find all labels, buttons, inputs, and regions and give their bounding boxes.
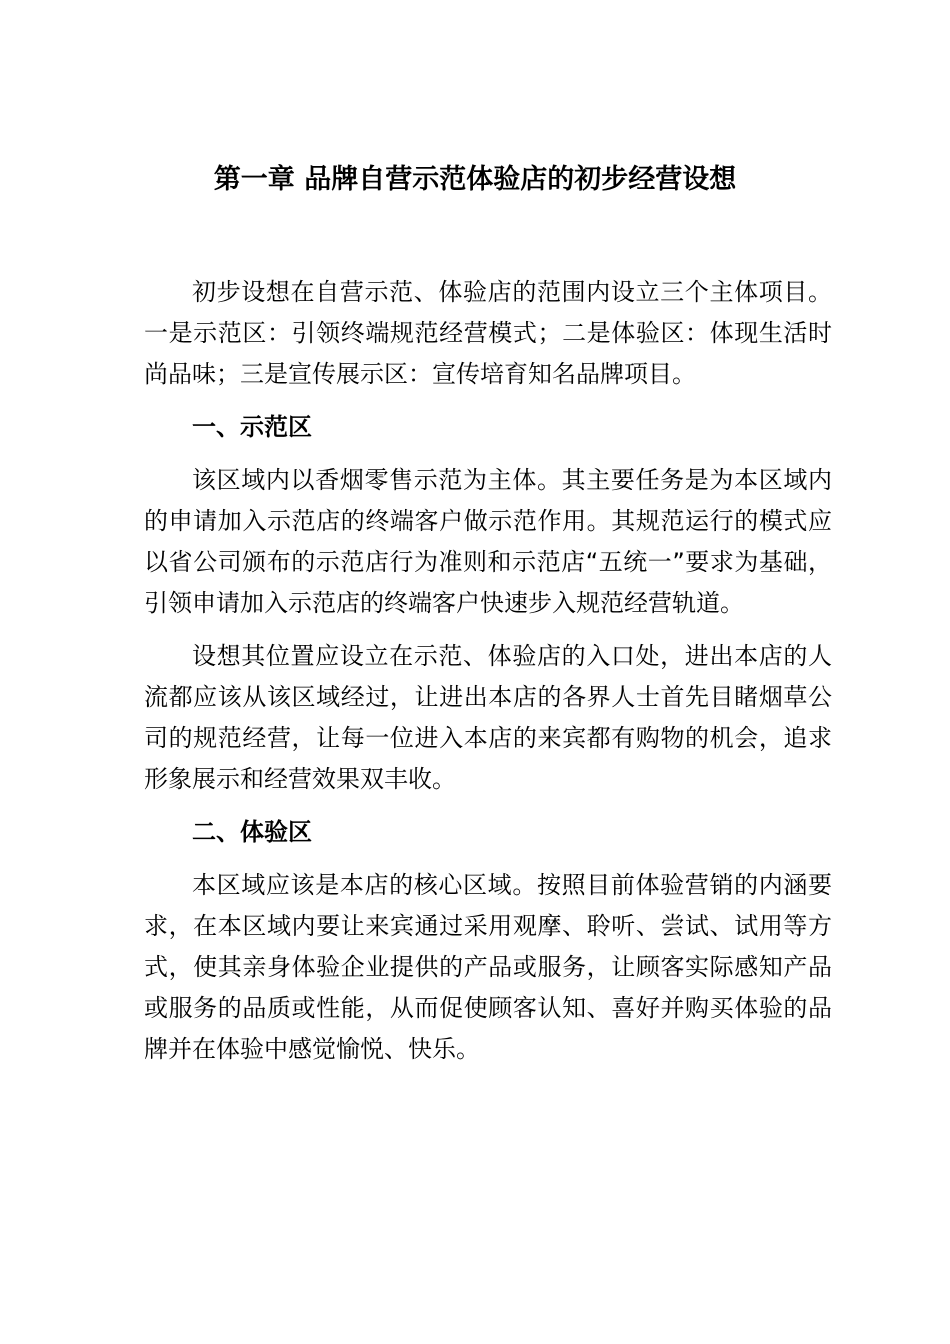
intro-paragraph: 初步设想在自营示范、体验店的范围内设立三个主体项目。一是示范区：引领终端规范经营模式；二是体验区：体现生活时尚品味；三是宣传展示区：宣传培育知名品牌项目。 bbox=[144, 278, 832, 388]
demo-area-paragraph-2: 设想其位置应设立在示范、体验店的入口处，进出本店的人流都应该从该区域经过，让进出本店的各界人士首先目睹烟草公司的规范经营，让每一位进入本店的来宾都有购物的机会，追求形象展示和经营效果双丰收。 bbox=[144, 642, 832, 793]
chapter-title: 第一章 品牌自营示范体验店的初步经营设想 bbox=[213, 164, 737, 195]
experience-area-paragraph-1: 本区域应该是本店的核心区域。按照目前体验营销的内涵要求，在本区域内要让来宾通过采用观摩、聆听、尝试、试用等方式，使其亲身体验企业提供的产品或服务，让顾客实际感知产品或服务的品质或性能，从而促使顾客认知、喜好并购买体验的品牌并在体验中感觉愉悦、快乐。 bbox=[144, 871, 832, 1063]
section-heading-demo-area: 一、示范区 bbox=[192, 413, 312, 441]
document-body bbox=[144, 272, 832, 1082]
section-heading-experience-area: 二、体验区 bbox=[192, 818, 312, 846]
demo-area-paragraph-1: 该区域内以香烟零售示范为主体。其主要任务是为本区域内的申请加入示范店的终端客户做示范作用。其规范运行的模式应以省公司颁布的示范店行为准则和示范店“五统一”要求为基础，引领申请加入示范店的终端客户快速步入规范经营轨道。 bbox=[144, 466, 832, 617]
